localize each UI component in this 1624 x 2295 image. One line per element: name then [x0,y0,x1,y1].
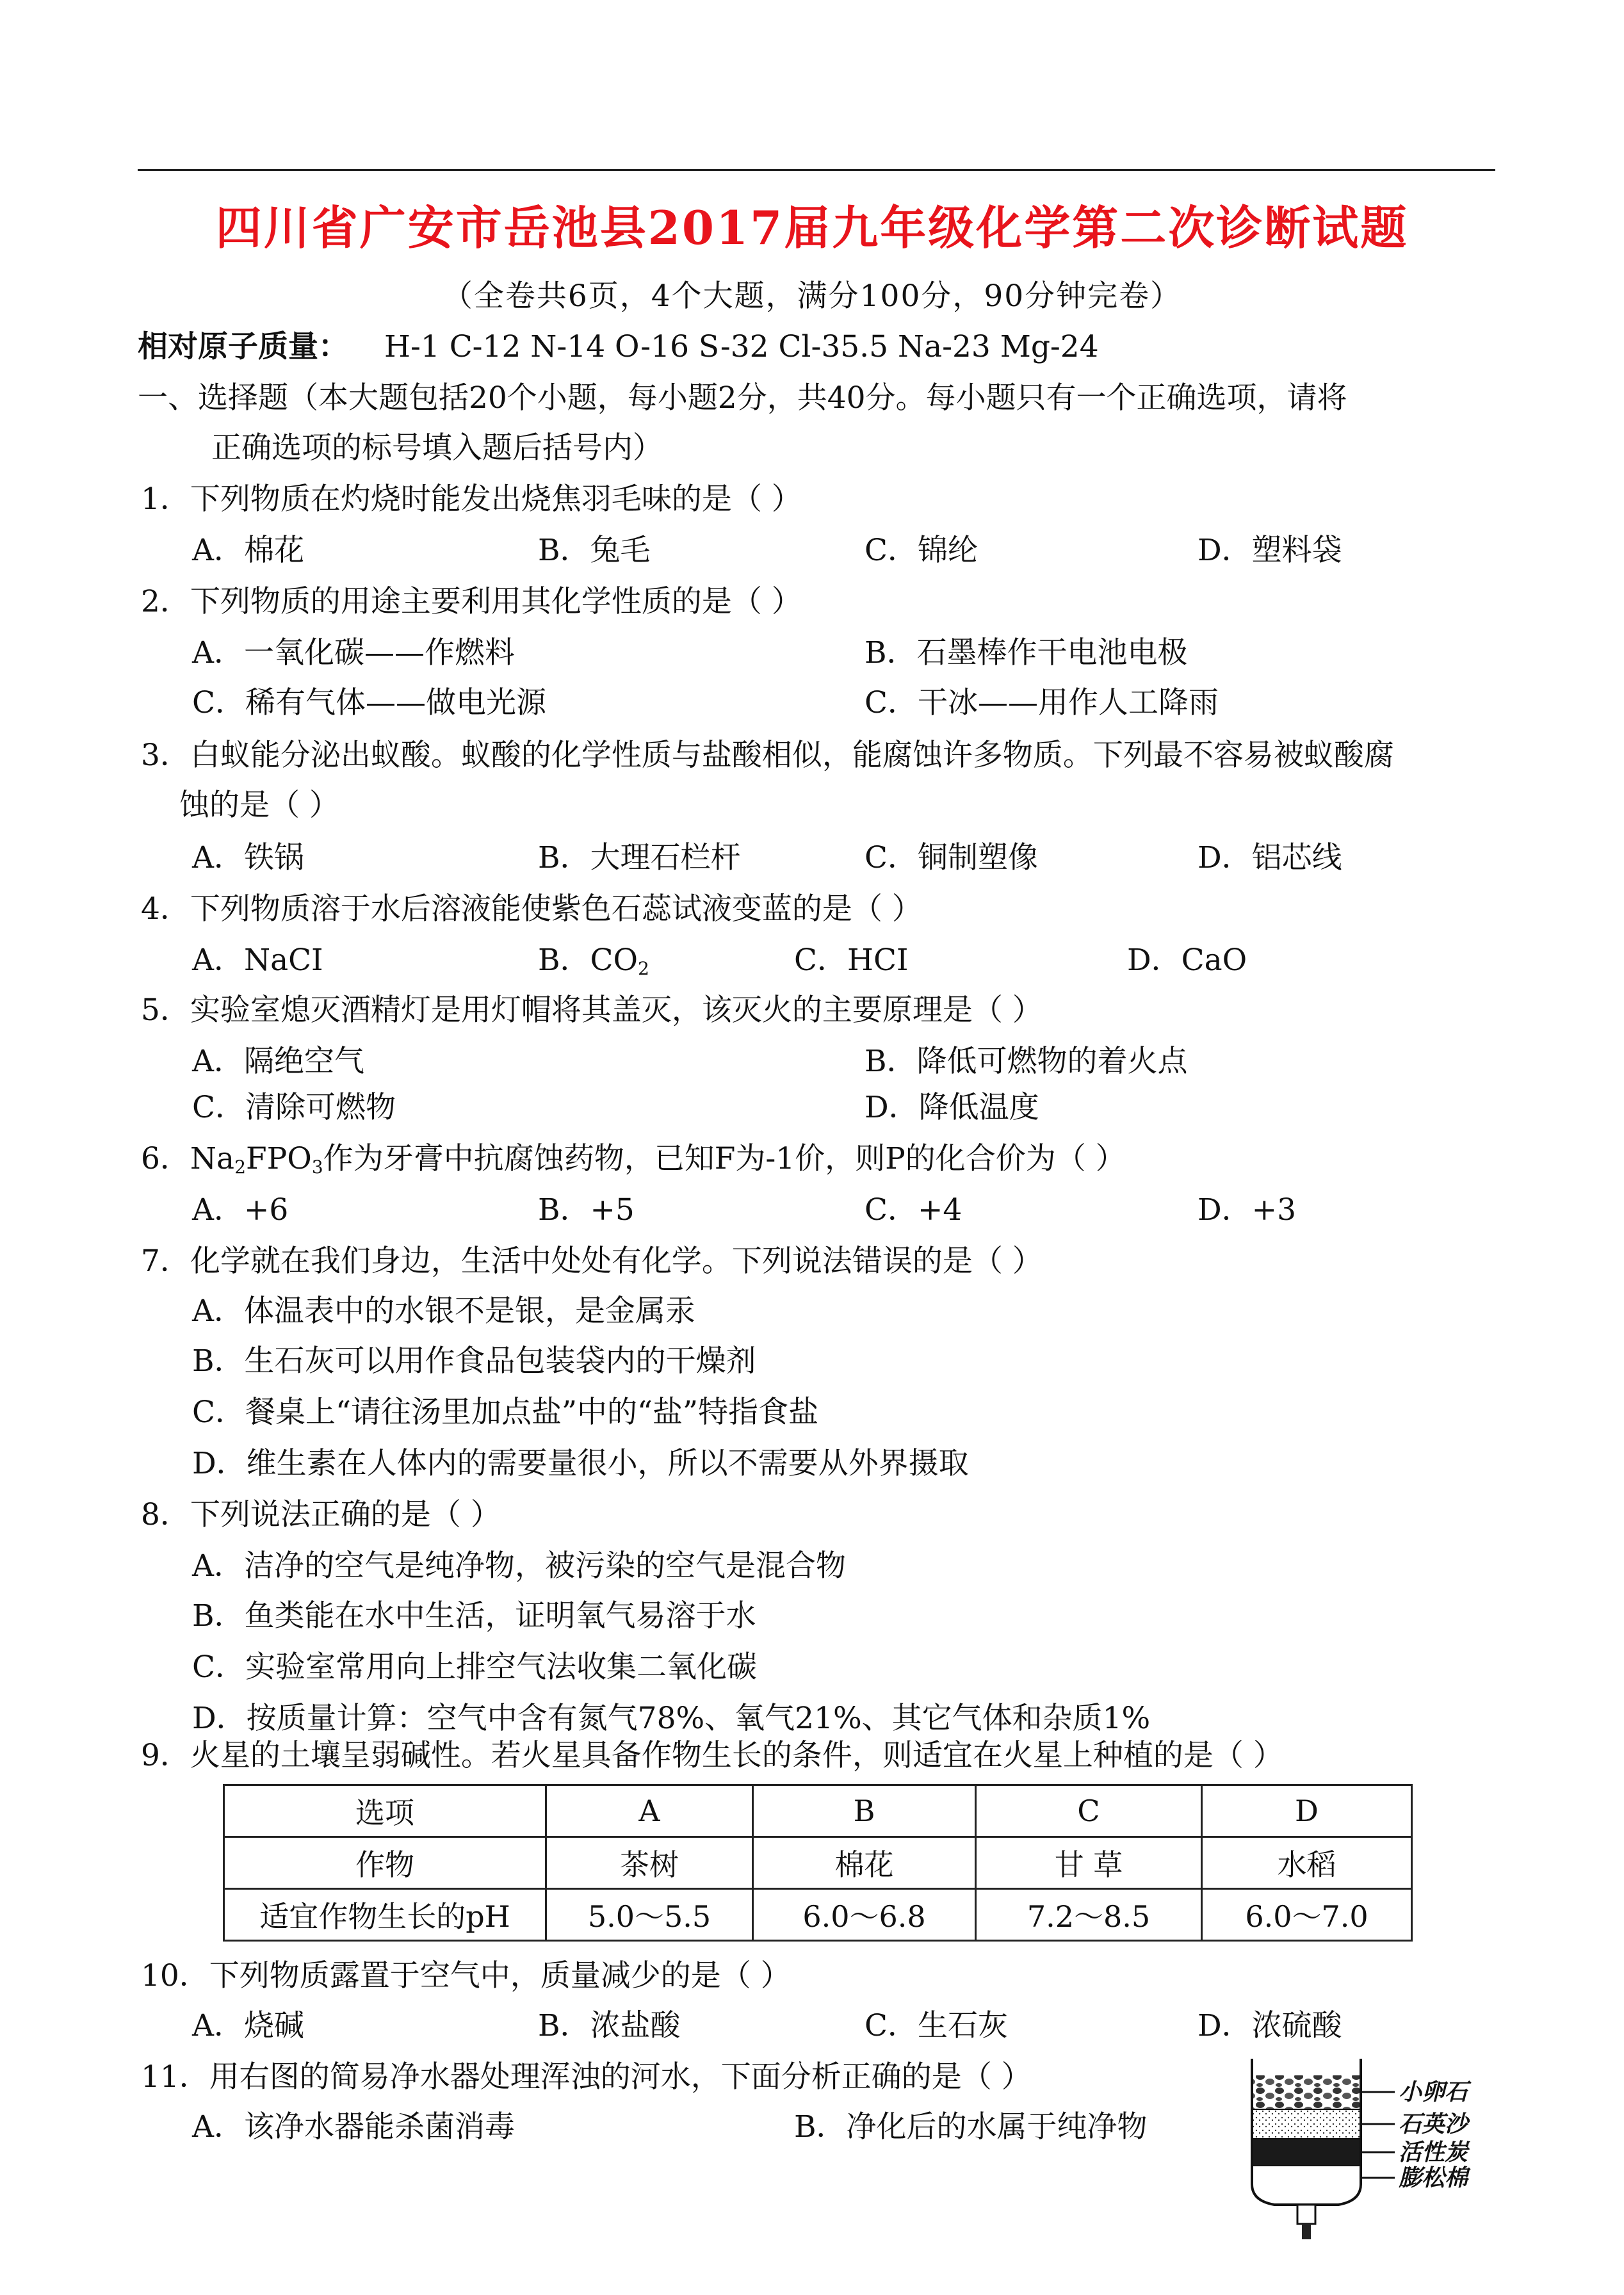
question-3-option-d: D．铝芯线 [1198,840,1342,875]
question-5-option-b: B．降低可燃物的着火点 [865,1044,1188,1079]
table-cell: 5.0～5.5 [546,1889,753,1941]
filter-label-quartz-sand: 石英沙 [1399,2111,1468,2137]
question-4-option-b-text: B．CO [538,943,638,978]
question-3-stem-cont: 蚀的是（ ） [179,788,339,823]
page-subtitle: （全卷共6页，4个大题，满分100分，90分钟完卷） [442,279,1182,314]
water-filter-figure [1236,2059,1582,2295]
table-cell: 茶树 [546,1837,753,1889]
question-8-option-b: B．鱼类能在水中生活，证明氧气易溶于水 [192,1598,756,1634]
table-cell: 6.0～6.8 [753,1889,976,1941]
question-8-option-a: A．洁净的空气是纯净物，被污染的空气是混合物 [192,1548,846,1584]
question-3-option-b: B．大理石栏杆 [538,840,741,875]
question-9-table [223,1784,1413,1942]
question-6-stem [141,1140,1126,1187]
section-1-heading-cont: 正确选项的标号填入题后括号内） [211,430,663,466]
question-11-option-b: B．净化后的水属于纯净物 [794,2109,1148,2145]
question-2-option-d: C．干冰——用作人工降雨 [865,685,1219,720]
table-cell: 棉花 [753,1837,976,1889]
question-4-option-c: C．HCI [794,943,909,978]
table-cell: 选项 [224,1785,546,1837]
question-1-option-a: A．棉花 [192,533,304,568]
filter-pebble-layer [1252,2075,1361,2109]
question-6-option-b: B．+5 [538,1192,635,1228]
table-cell: 6.0～7.0 [1202,1889,1412,1941]
question-1-option-b: B．兔毛 [538,533,651,568]
question-8-option-d: D．按质量计算：空气中含有氮气78%、氧气21%、其它气体和杂质1% [192,1701,1151,1736]
filter-label-pebbles: 小卵石 [1399,2079,1468,2105]
question-4-option-d: D．CaO [1127,943,1247,978]
question-5-option-c: C．清除可燃物 [192,1090,396,1125]
question-6-option-d: D．+3 [1198,1192,1296,1228]
question-6-stem-pre: 6．Na [141,1141,235,1176]
question-9-stem: 9．火星的土壤呈弱碱性。若火星具备作物生长的条件，则适宜在火星上种植的是（ ） [141,1738,1283,1773]
question-2-stem: 2．下列物质的用途主要利用其化学性质的是（ ） [141,584,802,619]
top-rule [138,169,1495,171]
question-7-option-b: B．生石灰可以用作食品包装袋内的干燥剂 [192,1343,756,1379]
question-1-stem: 1．下列物质在灼烧时能发出烧焦羽毛味的是（ ） [141,482,802,517]
filter-label-cotton: 膨松棉 [1399,2164,1468,2191]
question-10-option-d: D．浓硫酸 [1198,2008,1342,2043]
question-2-option-b: B．石墨棒作干电池电极 [865,635,1188,670]
question-7-option-c: C．餐桌上“请往汤里加点盐”中的“盐”特指食盐 [192,1395,819,1430]
table-cell: 作物 [224,1837,546,1889]
question-1-option-c: C．锦纶 [865,533,978,568]
question-7-option-d: D．维生素在人体内的需要量很小，所以不需要从外界摄取 [192,1446,969,1481]
question-4-stem: 4．下列物质溶于水后溶液能使紫色石蕊试液变蓝的是（ ） [141,891,922,927]
question-3-stem: 3．白蚁能分泌出蚁酸。蚁酸的化学性质与盐酸相似，能腐蚀许多物质。下列最不容易被蚁酸腐 [141,738,1394,773]
question-5-stem: 5．实验室熄灭酒精灯是用灯帽将其盖灭，该灭火的主要原理是（ ） [141,993,1043,1028]
question-10-option-a: A．烧碱 [192,2008,304,2043]
question-10-option-c: C．生石灰 [865,2008,1008,2043]
page-title: 四川省广安市岳池县2017届九年级化学第二次诊断试题 [215,200,1409,255]
question-3-option-c: C．铜制塑像 [865,840,1038,875]
section-1-heading: 一、选择题（本大题包括20个小题，每小题2分，共40分。每小题只有一个正确选项，请将 [138,380,1347,416]
table-cell: 水稻 [1202,1837,1412,1889]
question-7-stem: 7．化学就在我们身边，生活中处处有化学。下列说法错误的是（ ） [141,1244,1043,1279]
question-8-stem: 8．下列说法正确的是（ ） [141,1497,501,1532]
filter-carbon-layer [1252,2139,1361,2165]
question-7-option-a: A．体温表中的水银不是银，是金属汞 [192,1293,695,1329]
table-row [224,1889,1412,1941]
question-6-subscript-2: 3 [311,1156,323,1178]
question-11-option-a: A．该净水器能杀菌消毒 [192,2109,515,2145]
question-6-option-c: C．+4 [865,1192,962,1228]
question-4-option-a: A．NaCI [192,943,323,978]
question-5-option-a: A．隔绝空气 [192,1044,364,1079]
filter-outlet [1297,2205,1315,2224]
atomic-mass-label: 相对原子质量： [138,329,348,364]
question-10-option-b: B．浓盐酸 [538,2008,681,2043]
table-cell: D [1202,1785,1412,1837]
filter-sand-layer [1252,2110,1361,2138]
table-row [224,1785,1412,1837]
question-11-stem: 11．用右图的简易净水器处理浑浊的河水，下面分析正确的是（ ） [141,2059,1032,2095]
filter-label-activated-carbon: 活性炭 [1399,2139,1468,2166]
filter-outlet-tip [1302,2224,1311,2239]
question-10-stem: 10．下列物质露置于空气中，质量减少的是（ ） [141,1958,791,1993]
question-6-stem-post: 作为牙膏中抗腐蚀药物，已知F为-1价，则P的化合价为（ ） [323,1141,1126,1176]
question-8-option-c: C．实验室常用向上排空气法收集二氧化碳 [192,1650,757,1685]
question-2-option-c: C．稀有气体——做电光源 [192,685,546,720]
table-cell: 7.2～8.5 [976,1889,1202,1941]
question-6-subscript-1: 2 [234,1156,246,1178]
table-cell: A [546,1785,753,1837]
question-6-stem-mid: FPO [246,1141,312,1176]
question-2-option-a: A．一氧化碳——作燃料 [192,635,515,670]
atomic-mass-values: H-1 C-12 N-14 O-16 S-32 Cl-35.5 Na-23 Mg-24 [384,329,1099,364]
table-cell: 甘 草 [976,1837,1202,1889]
question-5-option-d: D．降低温度 [865,1090,1039,1125]
filter-cotton-layer [1252,2166,1361,2205]
question-3-option-a: A．铁锅 [192,840,304,875]
table-cell: B [753,1785,976,1837]
question-6-option-a: A．+6 [192,1192,289,1228]
table-row [224,1837,1412,1889]
question-4-option-b-subscript: 2 [638,958,649,980]
question-1-option-d: D．塑料袋 [1198,533,1342,568]
question-4-option-b [538,941,649,988]
table-cell: C [976,1785,1202,1837]
table-cell: 适宜作物生长的pH [224,1889,546,1941]
